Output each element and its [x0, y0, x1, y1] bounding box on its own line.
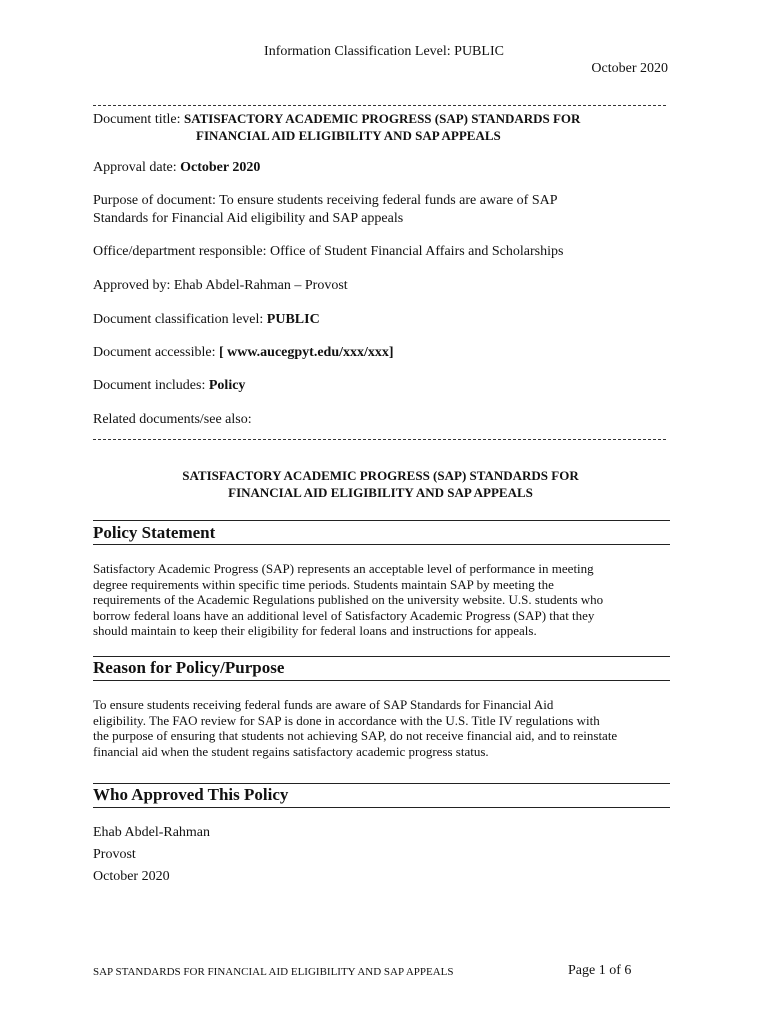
header-date: October 2020	[591, 61, 668, 76]
text-line: should maintain to keep their eligibility for federal loans and instructions for appeals.	[93, 623, 537, 638]
section-rule	[93, 544, 670, 545]
page-number: Page 1 of 6	[568, 963, 632, 978]
approval-date-label: Approval date:	[93, 160, 181, 175]
approver-role: Provost	[93, 847, 136, 862]
policy-title-line2: FINANCIAL AID ELIGIBILITY AND SAP APPEALS	[228, 485, 533, 500]
classification-label: Document classification level:	[93, 312, 267, 327]
includes-field	[93, 377, 673, 395]
purpose-line1: Purpose of document: To ensure students receiving federal funds are aware of SAP	[93, 193, 558, 208]
footer-title: SAP STANDARDS FOR FINANCIAL AID ELIGIBILITY AND SAP APPEALS	[93, 966, 454, 978]
classification-field	[93, 311, 673, 329]
policy-title-line1: SATISFACTORY ACADEMIC PROGRESS (SAP) STANDARDS FOR	[182, 468, 579, 483]
document-title-line2: FINANCIAL AID ELIGIBILITY AND SAP APPEALS	[196, 128, 501, 143]
text-line: requirements of the Academic Regulations published on the university website. U.S. students who	[93, 592, 604, 607]
classification-header: Information Classification Level: PUBLIC	[264, 44, 504, 59]
text-line: financial aid when the student regains satisfactory academic progress status.	[93, 743, 489, 759]
section-rule	[93, 783, 670, 784]
text-line: borrow federal loans have an additional level of Satisfactory Academic Progress (SAP) that they	[93, 607, 595, 623]
text-line: Satisfactory Academic Progress (SAP) represents an acceptable level of performance in meeting	[93, 561, 594, 576]
approval-date-field	[93, 159, 673, 177]
divider-top	[93, 105, 666, 106]
document-title-label: Document title:	[93, 112, 184, 127]
approved-by-field: Approved by: Ehab Abdel-Rahman – Provost	[93, 278, 348, 293]
reason-heading: Reason for Policy/Purpose	[93, 658, 285, 677]
policy-statement-heading: Policy Statement	[93, 523, 216, 542]
text-line: degree requirements within specific time periods. Students maintain SAP by meeting the	[93, 576, 554, 592]
includes-value: Policy	[208, 378, 246, 393]
accessible-link[interactable]: [ www.aucegpyt.edu/xxx/xxx]	[218, 345, 394, 360]
text-line: To ensure students receiving federal funds are aware of SAP Standards for Financial Aid	[93, 697, 554, 712]
who-approved-heading: Who Approved This Policy	[93, 785, 289, 804]
related-documents-field: Related documents/see also:	[93, 412, 252, 427]
accessible-label: Document accessible:	[93, 345, 219, 360]
document-title-line1: SATISFACTORY ACADEMIC PROGRESS (SAP) STANDARDS FOR	[183, 111, 581, 126]
reason-text	[93, 697, 678, 759]
section-rule	[93, 520, 670, 521]
includes-label: Document includes:	[93, 378, 209, 393]
section-rule	[93, 807, 670, 808]
approval-date-value: October 2020	[180, 160, 261, 175]
approval-date: October 2020	[93, 869, 170, 884]
section-rule	[93, 656, 670, 657]
divider-bottom	[93, 439, 666, 440]
text-line: the purpose of ensuring that students not achieving SAP, do not receive financial aid, and to reinstate	[93, 728, 618, 743]
policy-statement-text	[93, 561, 678, 639]
accessible-field	[93, 344, 673, 362]
purpose-line2: Standards for Financial Aid eligibility and SAP appeals	[93, 211, 404, 226]
office-field: Office/department responsible: Office of Student Financial Affairs and Scholarships	[93, 244, 564, 259]
section-rule	[93, 680, 670, 681]
text-line: eligibility. The FAO review for SAP is done in accordance with the U.S. Title IV regulations with	[93, 712, 600, 728]
approver-name: Ehab Abdel-Rahman	[93, 825, 211, 840]
classification-value: PUBLIC	[266, 312, 320, 327]
